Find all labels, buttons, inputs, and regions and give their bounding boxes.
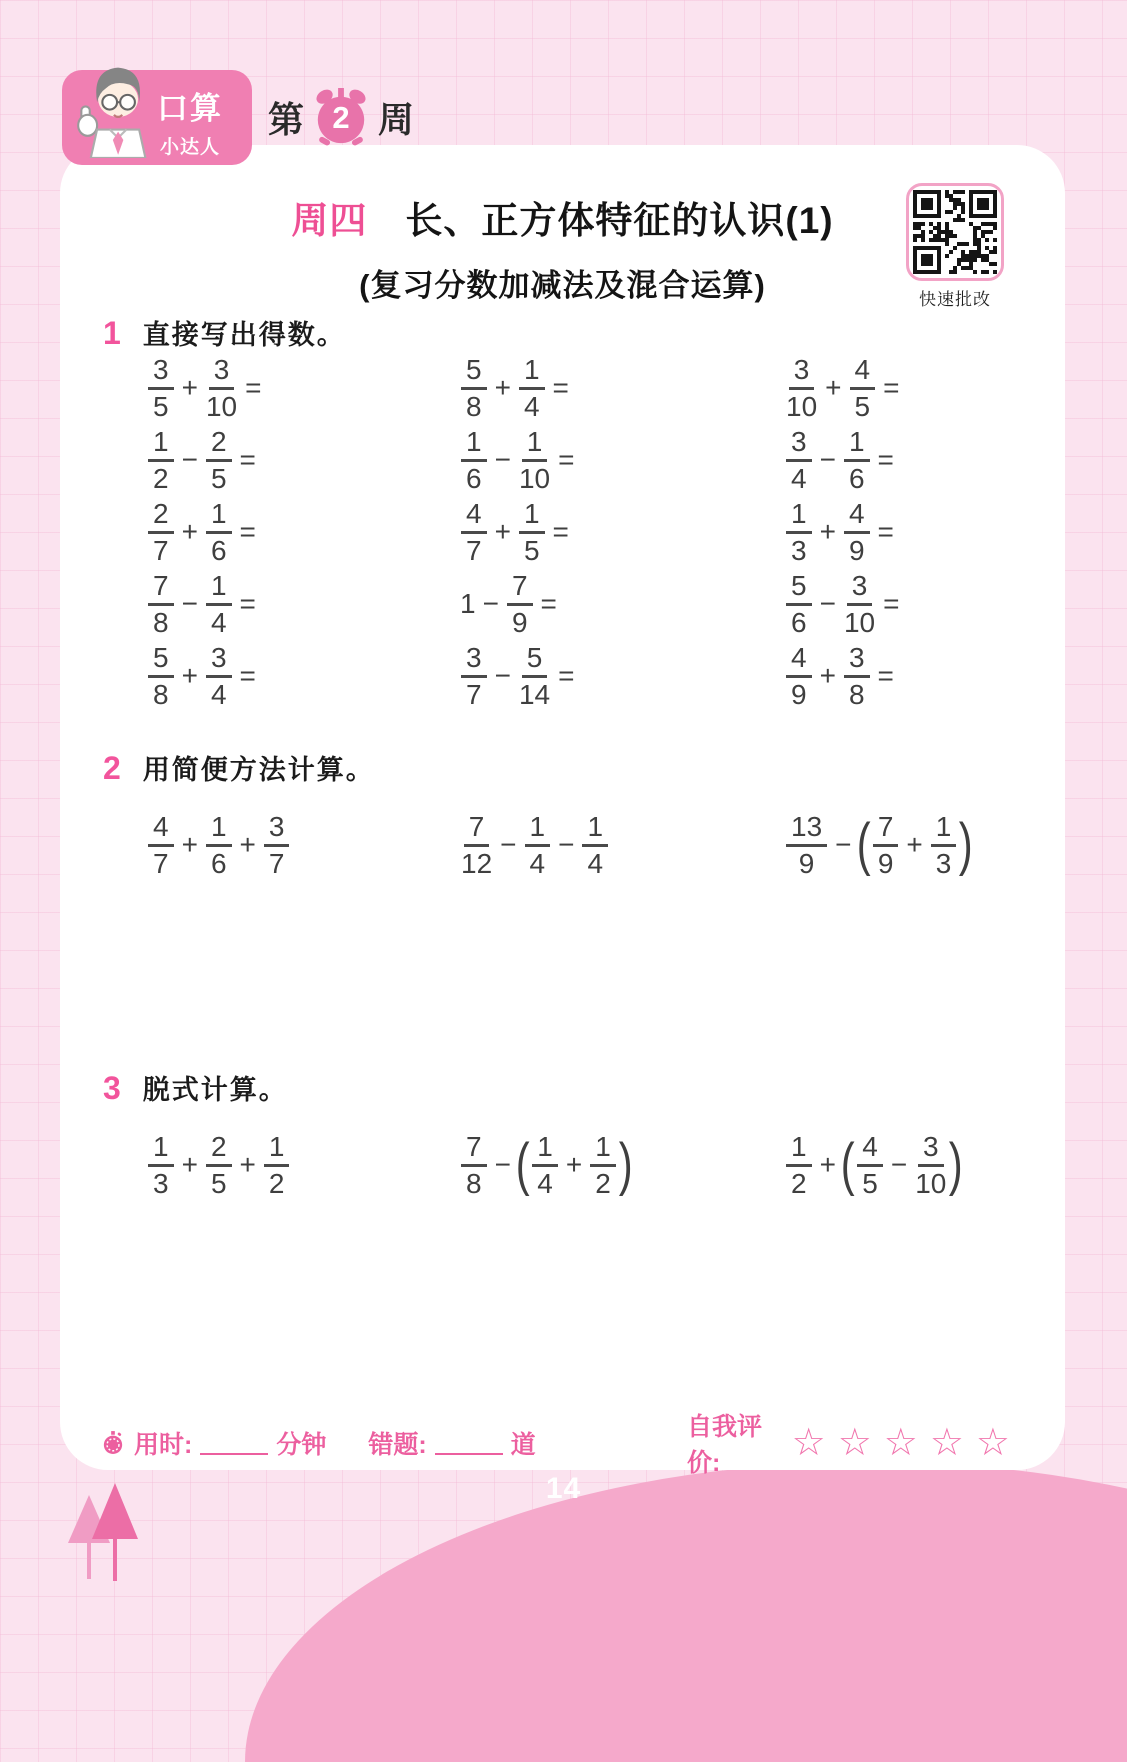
math-problem: $\frac{3}{10}$ + $\frac{4}{5}$ = <box>786 354 900 422</box>
math-problem: $\frac{2}{7}$ + $\frac{1}{6}$ = <box>145 498 458 566</box>
math-problem: 1 − $\frac{7}{9}$ = <box>460 570 557 638</box>
week-prefix: 第 <box>268 98 305 140</box>
math-problem: $\frac{1}{3}$ + $\frac{2}{5}$ + $\frac{1}{2}$ <box>145 1131 458 1199</box>
section-label: 用简便方法计算。 <box>142 755 375 785</box>
footer-summary <box>102 1413 1022 1477</box>
brand-subtitle: 小达人 <box>159 137 220 158</box>
problems-grid-3 <box>145 1120 1113 1210</box>
section-number: 2 <box>103 750 121 786</box>
week-suffix: 周 <box>378 98 415 140</box>
week-indicator <box>268 86 414 148</box>
section-number: 1 <box>103 315 121 351</box>
math-problem: $\frac{3}{5}$ + $\frac{3}{10}$ = <box>145 354 458 422</box>
math-problem: $\frac{7}{8}$ − ( $\frac{1}{4}$ + $\frac{1}{2}$ ) <box>458 1131 783 1199</box>
math-problem: $\frac{3}{4}$ − $\frac{1}{6}$ = <box>783 426 1113 494</box>
time-label: 用时: <box>134 1431 193 1459</box>
rating-stars: ☆☆☆☆☆ <box>791 1422 1022 1464</box>
self-eval-label: 自我评价: <box>687 1413 763 1477</box>
problems-grid-1 <box>145 352 1113 712</box>
section-3-heading <box>103 1068 288 1107</box>
qr-caption: 快速批改 <box>919 290 991 309</box>
bottom-hill-decoration <box>245 1462 1127 1762</box>
math-problem: $\frac{5}{6}$ − $\frac{3}{10}$ = <box>783 570 1113 638</box>
time-blank <box>200 1431 268 1455</box>
lesson-subtitle: (复习分数加减法及混合运算) <box>359 268 766 303</box>
math-problem: $\frac{4}{7}$ + $\frac{1}{6}$ + $\frac{3}{7}$ <box>145 811 458 879</box>
section-label: 脱式计算。 <box>142 1075 288 1105</box>
week-number: 2 <box>332 100 350 135</box>
math-problem: $\frac{5}{8}$ + $\frac{3}{4}$ = <box>145 642 458 710</box>
math-problem: $\frac{7}{12}$ − $\frac{1}{4}$ − $\frac{1}{4}$ <box>458 811 783 879</box>
math-problem: $\frac{1}{6}$ − $\frac{1}{10}$ = <box>458 426 783 494</box>
wrong-blank <box>435 1431 503 1455</box>
section-1-heading <box>103 313 346 352</box>
alarm-clock-icon <box>312 86 370 148</box>
math-problem: $\frac{4}{7}$ + $\frac{1}{5}$ = <box>458 498 783 566</box>
section-number: 3 <box>103 1070 121 1106</box>
section-2-heading <box>103 748 375 787</box>
wrong-label: 错题: <box>368 1431 427 1459</box>
math-problem: $\frac{4}{9}$ + $\frac{3}{8}$ = <box>783 642 1113 710</box>
section-label: 直接写出得数。 <box>142 320 346 350</box>
math-problem: $\frac{1}{3}$ + $\frac{4}{9}$ = <box>783 498 1113 566</box>
time-unit: 分钟 <box>276 1431 327 1459</box>
math-problem: $\frac{7}{8}$ − $\frac{1}{4}$ = <box>145 570 458 638</box>
math-problem: $\frac{13}{9}$ − ( $\frac{7}{9}$ + $\frac{1}{3}$ ) <box>783 811 1113 879</box>
problems-grid-2 <box>145 800 1113 890</box>
math-problem: $\frac{1}{2}$ + ( $\frac{4}{5}$ − $\frac{3}{10}$ ) <box>783 1131 1113 1199</box>
qr-code <box>906 183 1004 281</box>
math-problem: $\frac{3}{7}$ − $\frac{5}{14}$ = <box>458 642 783 710</box>
qr-block <box>903 183 1007 310</box>
stopwatch-icon <box>102 1431 124 1455</box>
weekday-label: 周四 <box>291 200 368 241</box>
brand-badge <box>62 70 252 165</box>
page-number: 14 <box>545 1472 582 1505</box>
worksheet-card <box>60 145 1065 1477</box>
math-problem: $\frac{1}{2}$ − $\frac{2}{5}$ = <box>145 426 458 494</box>
lesson-title: 长、正方体特征的认识(1) <box>405 200 834 241</box>
math-problem: $\frac{5}{8}$ + $\frac{1}{4}$ = <box>458 354 783 422</box>
brand-title: 口算 <box>157 91 223 126</box>
wrong-unit: 道 <box>510 1431 536 1459</box>
